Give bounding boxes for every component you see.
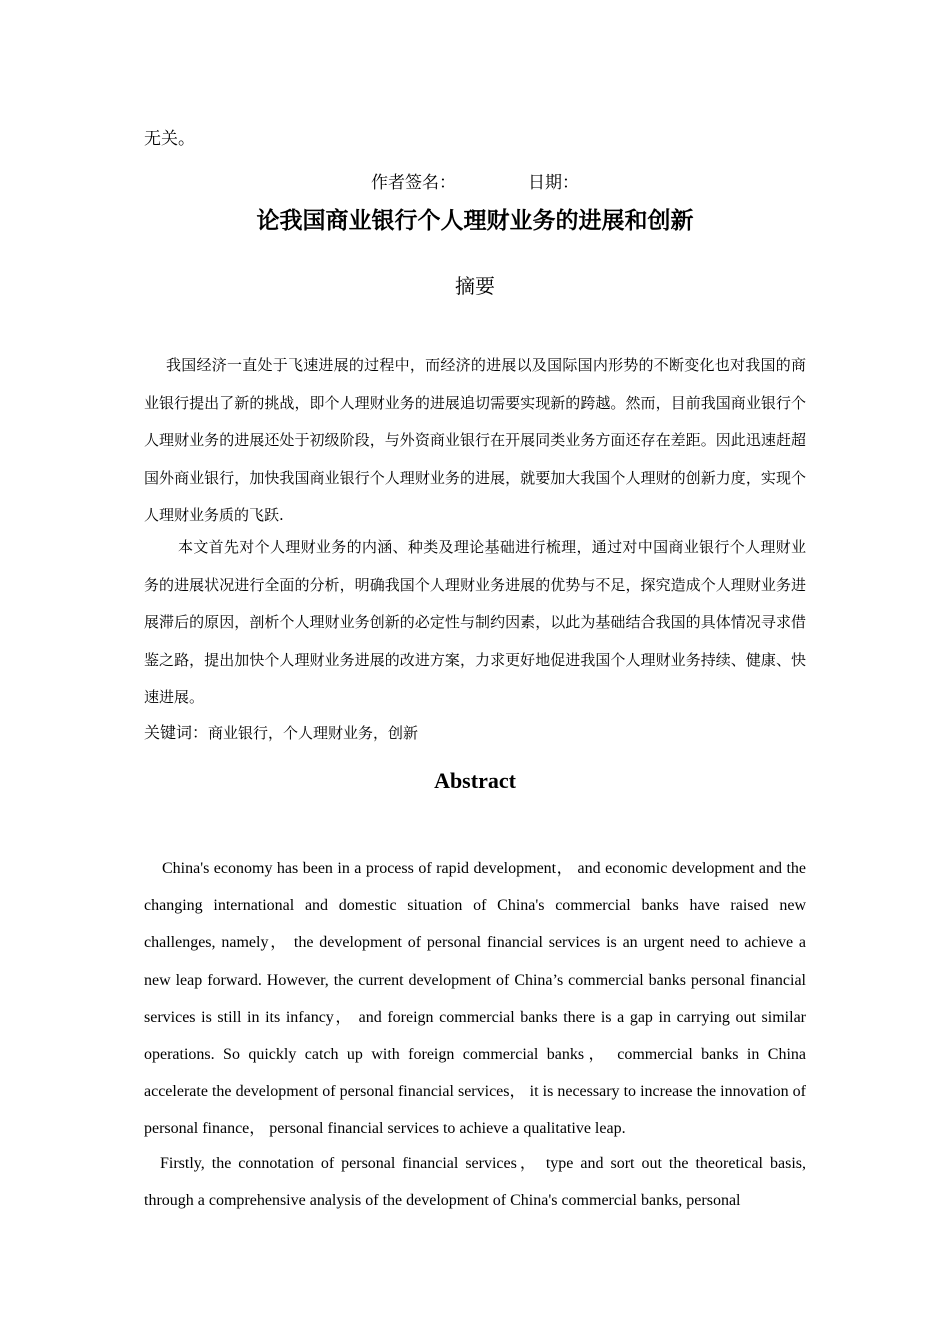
en-abstract-heading: Abstract xyxy=(434,768,516,793)
keywords-value: 商业银行，个人理财业务，创新 xyxy=(208,724,419,742)
signature-line xyxy=(0,168,950,193)
leftover-text: 无关。 xyxy=(144,129,195,149)
keywords-line xyxy=(144,720,418,743)
en-abstract-paragraph: Firstly, the connotation of personal financial services， type and sort out the theoretical basis, through a comprehensive analysis of the development of China's commercial banks, personal xyxy=(144,1155,806,1210)
cn-abstract-paragraph: 本文首先对个人理财业务的内涵、种类及理论基础进行梳理，通过对中国商业银行个人理财业务的进展状况进行全面的分析，明确我国个人理财业务进展的优势与不足，探究造成个人理财业务进展滞后的原因，剖析个人理财业务创新的必定性与制约因素，以此为基础结合我国的具体情况寻求借鉴之路，提出加快个人理财业务进展的改进方案，力求更好地促进我国个人理财业务持续、健康、快速进展。 xyxy=(144,538,806,706)
cn-abstract-heading: 摘要 xyxy=(455,274,495,298)
cn-abstract-paragraph: 我国经济一直处于飞速进展的过程中，而经济的进展以及国际国内形势的不断变化也对我国的商业银行提出了新的挑战，即个人理财业务的进展追切需要实现新的跨越。然而，目前我国商业银行个人理财业务的进展还处于初级阶段，与外资商业银行在开展同类业务方面还存在差距。因此迅速赶超国外商业银行，加快我国商业银行个人理财业务的进展，就要加大我国个人理财的创新力度，实现个人理财业务质的飞跃. xyxy=(144,356,806,524)
document-title: 论我国商业银行个人理财业务的进展和创新 xyxy=(256,208,694,234)
en-abstract-paragraph: China's economy has been in a process of rapid development， and economic development and the changing international and domestic situation of China's commercial banks have raised new challenges, namely， the development of personal financial services is an urgent need to achieve a new leap forward. However, the current development of China’s commercial banks personal financial services is still in its infancy， and foreign commercial banks there is a gap in carrying out similar operations. So quickly catch up with foreign commercial banks， commercial banks in China accelerate the development of personal financial services， it is necessary to increase the innovation of personal finance， personal financial services to achieve a qualitative leap. xyxy=(144,860,806,1138)
author-signature-label: 作者签名： xyxy=(371,173,456,193)
keywords-label: 关键词： xyxy=(144,723,209,742)
date-label: 日期： xyxy=(528,173,579,193)
